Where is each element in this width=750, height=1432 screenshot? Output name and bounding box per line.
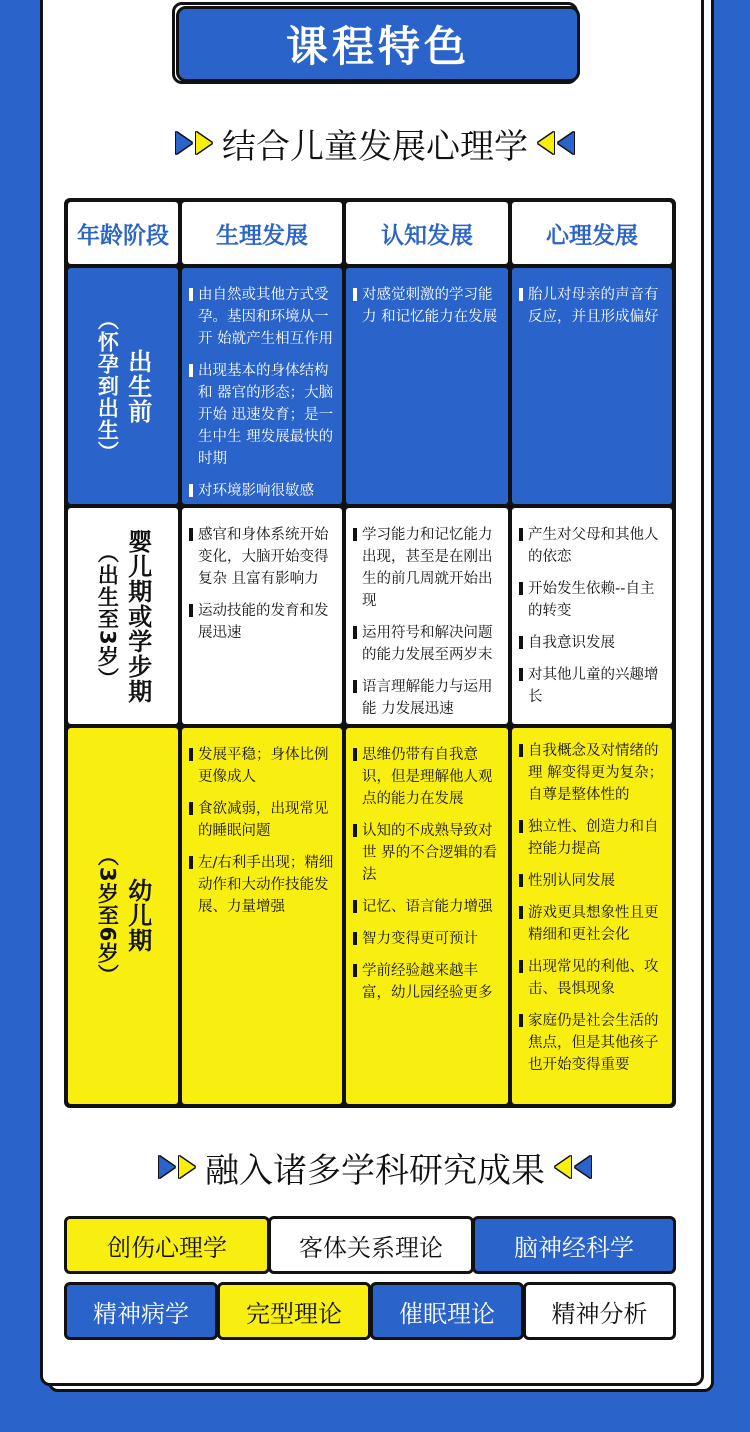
cognitive-cell-infancy xyxy=(346,508,508,724)
list-item: 学习能力和记忆能力出现，甚至是在刚出生的前几周就开始出现 xyxy=(353,524,503,612)
list-item: 智力变得更可预计 xyxy=(353,928,503,950)
title-banner xyxy=(172,2,580,82)
right-arrows-icon xyxy=(174,123,214,163)
age-cell-infancy xyxy=(68,508,178,724)
list-item: 独立性、创造力和自控能力提高 xyxy=(519,816,667,860)
list-item: 左/右利手出现；精细 动作和大动作技能发 展、力量增强 xyxy=(189,852,337,918)
tag-hypnosis: 催眠理论 xyxy=(370,1282,524,1340)
list-item: 出现常见的利他、攻击、畏惧现象 xyxy=(519,956,667,1000)
list-item: 出现基本的身体结构和 器官的形态；大脑开始 迅速发育；是一生中生 理发展最快的时期 xyxy=(189,360,337,470)
right-arrows-icon xyxy=(157,1147,197,1187)
age-main: 出生前 xyxy=(123,348,152,424)
section-heading-1 xyxy=(0,118,750,168)
psych-cell-early-childhood xyxy=(512,728,672,1104)
physical-cell-infancy xyxy=(182,508,342,724)
age-sub: （怀孕到出生） xyxy=(95,309,120,463)
page-title: 课程特色 xyxy=(176,6,580,82)
left-arrows-icon xyxy=(553,1147,593,1187)
header-age: 年龄阶段 xyxy=(68,202,178,264)
psych-cell-prenatal xyxy=(512,268,672,504)
age-main: 婴儿期或学步期 xyxy=(123,528,152,704)
header-cognitive: 认知发展 xyxy=(346,202,508,264)
list-item: 胎儿对母亲的声音有反应，并且形成偏好 xyxy=(519,284,667,328)
age-main: 幼儿期 xyxy=(123,878,152,954)
list-item: 产生对父母和其他人的依恋 xyxy=(519,524,667,568)
section-heading-1-text: 结合儿童发展心理学 xyxy=(222,126,528,167)
list-item: 感官和身体系统开始变化，大脑开始变得复杂 且富有影响力 xyxy=(189,524,337,590)
list-item: 由自然或其他方式受孕。基因和环境从一开 始就产生相互作用 xyxy=(189,284,337,350)
list-item: 发展平稳；身体比例更像成人 xyxy=(189,744,337,788)
list-item: 运动技能的发育和发展迅速 xyxy=(189,600,337,644)
section-heading-2-text: 融入诸多学科研究成果 xyxy=(205,1150,545,1191)
age-sub: （3岁至6岁） xyxy=(95,845,120,987)
list-item: 语言理解能力与运用能 力发展迅速 xyxy=(353,676,503,720)
list-item: 对感觉刺激的学习能力 和记忆能力在发展 xyxy=(353,284,503,328)
list-item: 开始发生依赖--自主的转变 xyxy=(519,578,667,622)
cognitive-cell-early-childhood xyxy=(346,728,508,1104)
list-item: 食欲减弱，出现常见的睡眠问题 xyxy=(189,798,337,842)
physical-cell-early-childhood xyxy=(182,728,342,1104)
list-item: 记忆、语言能力增强 xyxy=(353,896,503,918)
physical-cell-prenatal xyxy=(182,268,342,504)
tag-neuroscience: 脑神经科学 xyxy=(472,1216,676,1274)
tag-gestalt: 完型理论 xyxy=(217,1282,371,1340)
age-cell-prenatal xyxy=(68,268,178,504)
tag-trauma-psychology: 创伤心理学 xyxy=(64,1216,270,1274)
list-item: 性别认同发展 xyxy=(519,870,667,892)
development-table xyxy=(64,198,676,1108)
list-item: 自我意识发展 xyxy=(519,632,667,654)
left-arrows-icon xyxy=(536,123,576,163)
header-physical: 生理发展 xyxy=(182,202,342,264)
psych-cell-infancy xyxy=(512,508,672,724)
list-item: 运用符号和解决问题的能力发展至两岁末 xyxy=(353,622,503,666)
list-item: 自我概念及对情绪的理 解变得更为复杂；自尊是整体性的 xyxy=(519,740,667,806)
header-psych: 心理发展 xyxy=(512,202,672,264)
age-cell-early-childhood xyxy=(68,728,178,1104)
list-item: 家庭仍是社会生活的焦点，但是其他孩子也开始变得重要 xyxy=(519,1010,667,1076)
cognitive-cell-prenatal xyxy=(346,268,508,504)
list-item: 对其他儿童的兴趣增长 xyxy=(519,664,667,708)
list-item: 学前经验越来越丰富，幼儿园经验更多 xyxy=(353,960,503,1004)
age-sub: （出生至3岁） xyxy=(95,542,120,690)
list-item: 思维仍带有自我意识，但是理解他人观点的能力在发展 xyxy=(353,744,503,810)
list-item: 对环境影响很敏感 xyxy=(189,480,337,502)
tag-psychiatry: 精神病学 xyxy=(64,1282,218,1340)
section-heading-2 xyxy=(0,1142,750,1192)
tag-object-relations: 客体关系理论 xyxy=(268,1216,474,1274)
list-item: 认知的不成熟导致对世 界的不合逻辑的看法 xyxy=(353,820,503,886)
tag-psychoanalysis: 精神分析 xyxy=(523,1282,676,1340)
list-item: 游戏更具想象性且更精细和更社会化 xyxy=(519,902,667,946)
